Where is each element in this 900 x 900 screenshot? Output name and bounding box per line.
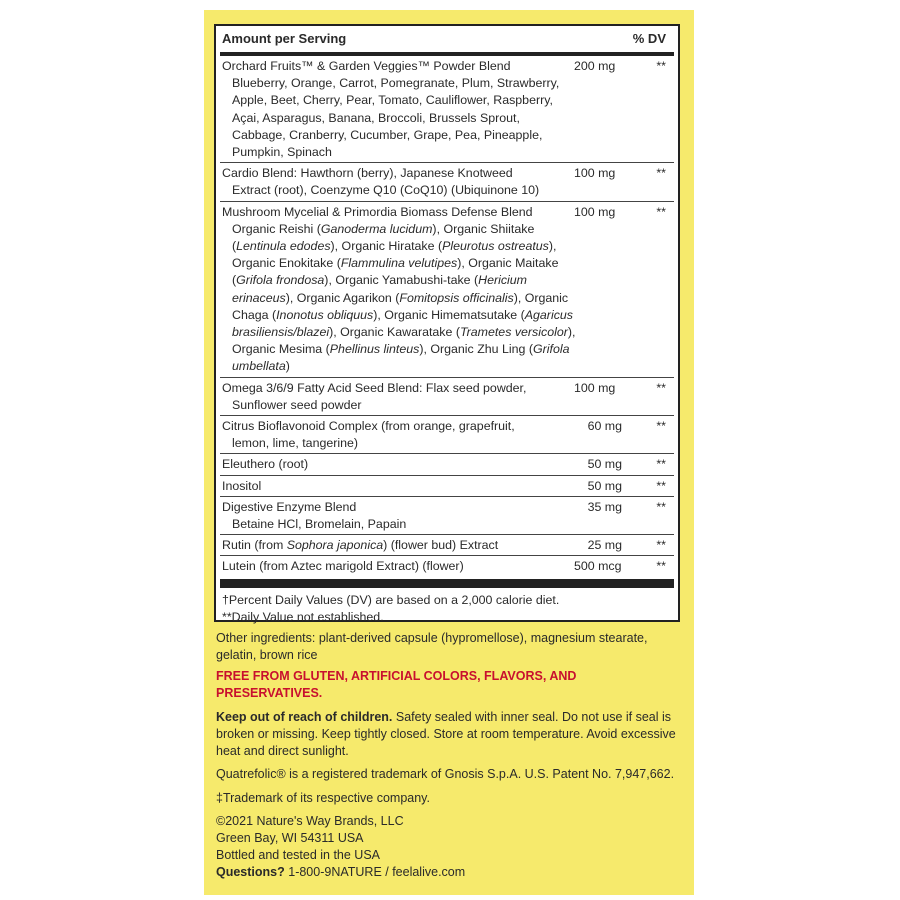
ingredient-name: Omega 3/6/9 Fatty Acid Seed Blend: Flax seed powder, [222,380,527,395]
dv-footnote: †Percent Daily Values (DV) are based on a 2,000 calorie diet. [222,592,560,607]
warning-text: Keep out of reach of children. Safety sealed with inner seal. Do not use if seal is broken or missing. Keep tightly closed. Store at room temperature. Avoid excessive heat and direct sunlight. [216,710,676,758]
ingredient-sub: Blueberry, Orange, Carrot, Pomegranate, Plum, Strawberry, Apple, Beet, Cherry, Pear, Tomato, Cauliflower, Raspberry, Açai, Asparagus, Banana, Broccoli, Brussels Sprout, Cabbage, Cranberry, Cucumber, Grape, Pea, Pineapple, Pumpkin, Spinach [232,76,560,160]
ingredient-row [220,378,674,416]
ingredient-dv: ** [656,538,666,553]
copyright: ©2021 Nature's Way Brands, LLC [216,814,404,828]
ingredient-dv: ** [656,380,666,395]
ingredient-dv: ** [656,419,666,434]
ingredient-name: Eleuthero (root) [222,457,309,472]
ingredient-sub: lemon, lime, tangerine) [232,436,359,451]
address: Green Bay, WI 54311 USA [216,831,364,845]
ingredient-name: Orchard Fruits™ & Garden Veggies™ Powder Blend [222,59,511,73]
thick-divider [220,579,674,588]
ingredient-row [220,476,674,497]
ingredient-row [220,454,674,475]
ingredient-dv: ** [656,59,666,73]
ingredient-amount: 100 mg [574,204,616,219]
ingredient-amount: 25 mg [587,538,622,553]
amount-per-serving-label: Amount per Serving [222,31,347,46]
ingredient-dv: ** [656,204,666,219]
dv-column-label: % DV [632,31,666,46]
ingredient-dv: ** [656,457,666,472]
supplement-facts-panel [214,24,680,622]
ingredient-name: Cardio Blend: Hawthorn (berry), Japanese Knotweed [222,166,513,181]
trademark-note: ‡Trademark of its respective company. [216,791,430,805]
trademark-quatrefolic: Quatrefolic® is a registered trademark of Gnosis S.p.A. U.S. Patent No. 7,947,662. [216,767,675,781]
other-ingredients: Other ingredients: plant-derived capsule (hypromellose), magnesium stearate, gelatin, brown rice [216,631,648,662]
ingredient-row [220,416,674,454]
ingredient-dv: ** [656,478,666,493]
ingredient-dv: ** [656,559,666,574]
ingredient-amount: 100 mg [574,166,616,181]
ingredient-row [220,202,674,378]
questions-line: Questions? 1-800-9NATURE / feelalive.com [216,865,466,879]
ingredient-name: Inositol [222,478,262,493]
dv-not-established-footnote: **Daily Value not established. [222,609,384,624]
ingredient-row [220,56,674,163]
ingredient-row [220,535,674,556]
bottled-note: Bottled and tested in the USA [216,848,380,862]
ingredient-sub: Organic Reishi (Ganoderma lucidum), Organic Shiitake (Lentinula edodes), Organic Hiratake (Pleurotus ostreatus), Organic Enokitake (Flammulina velutipes), Organic Maitake (Grifola frondosa), Organic Yamabushi-take (Hericium erinaceus), Organic Agarikon (Fomitopsis officinalis), Organic Chaga (Inonotus obliquus), Organic Himematsutake (Agaricus brasiliensis/blazei), Organic Kawaratake (Trametes versicolor), Organic Mesima (Phellinus linteus), Organic Zhu Ling (Grifola umbellata) [232,221,576,374]
panel-footnotes [220,588,674,626]
panel-header [220,26,674,56]
ingredient-amount: 60 mg [587,419,622,434]
ingredient-name: Rutin (from Sophora japonica) (flower bud) Extract [222,538,499,553]
warning-bold: Keep out of reach of children. [216,710,393,724]
ingredient-sub: Betaine HCl, Bromelain, Papain [232,517,407,532]
ingredient-sub: Sunflower seed powder [232,397,362,412]
ingredient-amount: 35 mg [587,499,622,514]
ingredient-amount: 50 mg [587,457,622,472]
ingredient-row [220,497,674,535]
ingredient-rows [220,56,674,626]
ingredient-amount: 50 mg [587,478,622,493]
ingredient-dv: ** [656,499,666,514]
ingredient-amount: 100 mg [574,380,616,395]
ingredient-name: Mushroom Mycelial & Primordia Biomass Defense Blend [222,204,533,219]
ingredient-row [220,163,674,201]
ingredient-amount: 500 mcg [574,559,622,574]
ingredient-row [220,556,674,576]
ingredient-name: Digestive Enzyme Blend [222,499,357,514]
ingredient-amount: 200 mg [574,59,616,73]
ingredient-name: Lutein (from Aztec marigold Extract) (flower) [222,559,464,574]
ingredient-name: Citrus Bioflavonoid Complex (from orange, grapefruit, [222,419,515,434]
free-from-statement: FREE FROM GLUTEN, ARTIFICIAL COLORS, FLAVORS, AND PRESERVATIVES. [216,669,577,700]
ingredient-sub: Extract (root), Coenzyme Q10 (CoQ10) (Ubiquinone 10) [232,183,540,198]
company-info [216,813,680,881]
ingredient-dv: ** [656,166,666,181]
